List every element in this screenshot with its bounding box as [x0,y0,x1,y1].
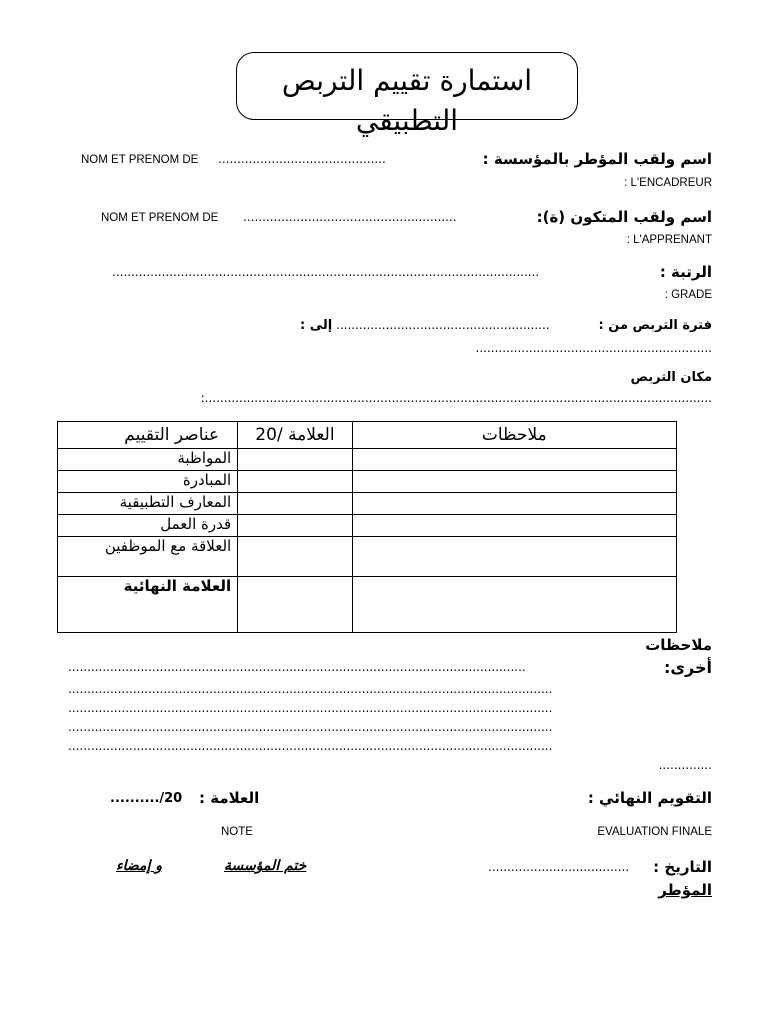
criteria-cell: المعارف التطبيقية [58,493,238,515]
encadreur-ar-label: اسم ولقب المؤطر بالمؤسسة : [482,150,712,168]
apprenant-fr-label2: : L'APPRENANT [626,234,712,246]
note-ar-label: العلامة : [199,789,260,807]
title-box [236,52,578,137]
evaluation-table [57,421,677,633]
final-observation-cell[interactable] [352,577,676,633]
period-dots1: ........................................................ [336,318,550,332]
note-cell[interactable] [238,515,352,537]
grade-dots: ................................................................................................................ [112,265,540,279]
observation-cell[interactable] [352,471,676,493]
observation-cell[interactable] [352,449,676,471]
table-row-final [58,577,677,633]
note-cell[interactable] [238,449,352,471]
encadreur-fr-label2: : L'ENCADREUR [624,177,712,189]
date-label2: المؤطر [658,881,712,899]
other-notes-line: ............................................................................................................................... [68,739,553,753]
observation-cell[interactable] [352,515,676,537]
final-note-cell[interactable] [238,577,352,633]
observation-cell[interactable] [352,537,676,577]
header-note: العلامة /20 [238,422,352,449]
apprenant-dots: ........................................................ [243,210,457,224]
table-row [58,537,677,577]
place-dots: :..................................................................................................................................... [200,391,712,405]
note-cell[interactable] [238,537,352,577]
note-fr-label: NOTE [221,826,253,838]
form-title: استمارة تقييم التربص التطبيقي [281,64,533,137]
other-notes-label2: أخرى: [663,658,712,677]
note-cell[interactable] [238,493,352,515]
sign-label: و إمضاء [116,858,163,874]
period-dots2: .............................................................. [475,341,712,355]
criteria-cell: المبادرة [58,471,238,493]
date-dots: ..................................... [488,860,630,874]
other-notes-line: ........................................................................................................................ [68,660,526,674]
date-label: التاريخ : [653,858,712,876]
period-to-label: إلى : [300,318,333,333]
final-grade-cell: العلامة النهائية [58,577,238,633]
criteria-cell: العلاقة مع الموظفين [58,537,238,577]
evaluation-fr-label: EVALUATION FINALE [597,826,712,838]
observation-cell[interactable] [352,493,676,515]
header-observations: ملاحظات [352,422,676,449]
other-notes-label1: ملاحظات [645,636,712,654]
table-row [58,471,677,493]
table-row [58,515,677,537]
stamp-label: ختم المؤسسة [224,858,307,874]
other-notes-line: ............................................................................................................................... [68,701,553,715]
table-row [58,493,677,515]
grade-ar-label: الرتبة : [659,263,712,281]
evaluation-ar-label: التقويم النهائي : [587,789,712,807]
apprenant-ar-label: اسم ولقب المتكون (ة): [536,208,712,226]
table-row [58,449,677,471]
criteria-cell: قدرة العمل [58,515,238,537]
note-dots: ........../20 [110,791,183,806]
other-notes-line: ............................................................................................................................... [68,682,553,696]
note-cell[interactable] [238,471,352,493]
period-from-label: فترة التربص من : [598,318,712,333]
other-notes-line-short: .............. [658,758,712,772]
table-header-row [58,422,677,449]
criteria-cell: المواظبة [58,449,238,471]
encadreur-fr-label: NOM ET PRENOM DE [81,154,199,166]
grade-fr-label: : GRADE [664,289,712,301]
header-criteria: عناصر التقييم [58,422,238,449]
apprenant-fr-label: NOM ET PRENOM DE [101,212,219,224]
place-label: مكان التربص [630,370,712,385]
other-notes-line: ............................................................................................................................... [68,720,553,734]
encadreur-dots: ............................................ [218,152,386,166]
